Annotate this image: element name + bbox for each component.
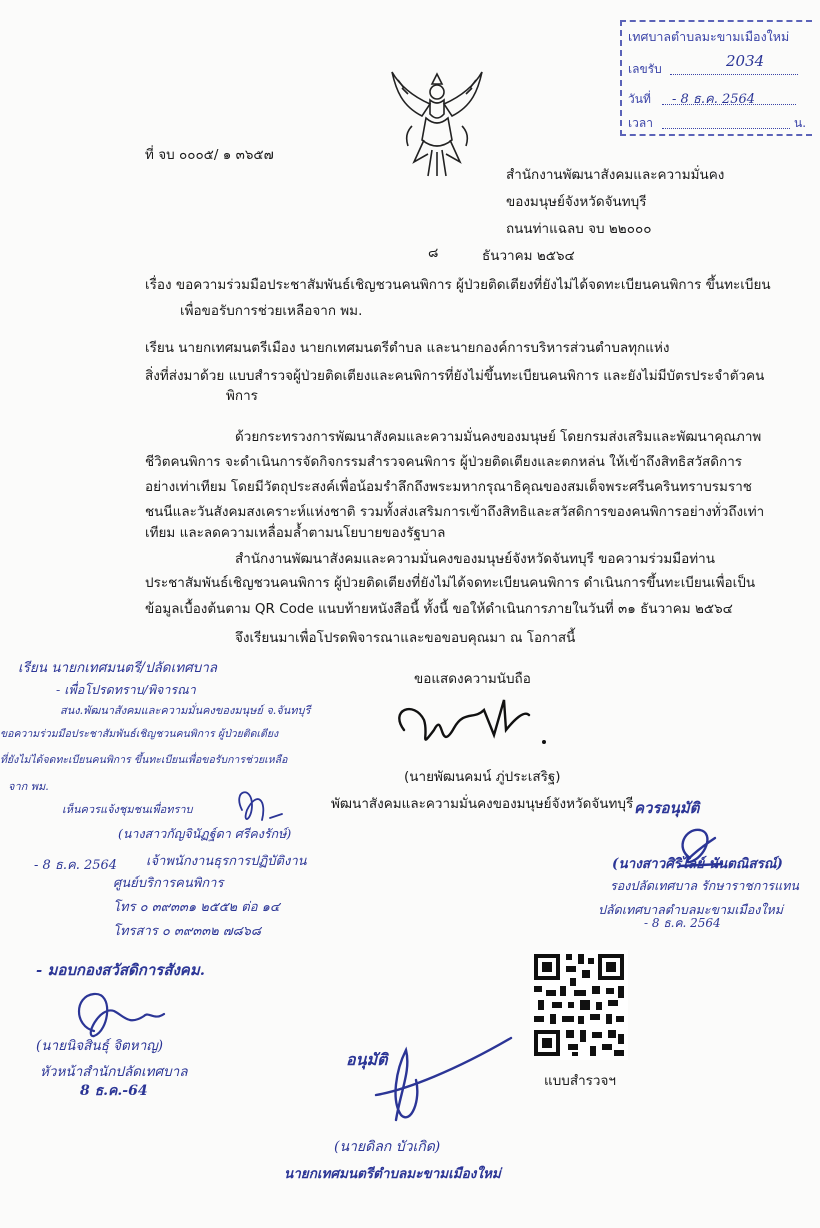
approve-note: อนุมัติ — [346, 1050, 388, 1069]
staff-date: - 8 ธ.ค. 2564 — [34, 858, 118, 873]
handnote-line-2: - เพื่อโปรดทราบ/พิจารณา — [56, 682, 196, 697]
mayor-position: นายกเทศมนตรีตำบลมะขามเมืองใหม่ — [284, 1166, 501, 1182]
para2-line-3: ข้อมูลเบื้องต้นตาม QR Code แนบท้ายหนังสือนี้ ทั้งนี้ ขอให้ดำเนินการภายในวันที่ ๓๑ ธันวาคม ๒๕๖๔ — [145, 601, 733, 617]
handnote-line-4: ขอความร่วมมือประชาสัมพันธ์เชิญชวนคนพิการ ผู้ป่วยติดเตียง — [0, 728, 279, 740]
sender-line-3: ถนนท่าแฉลบ จบ ๒๒๐๐๐ — [506, 221, 652, 237]
handnote-line-6: จาก พม. — [8, 780, 49, 793]
para1-line-5: เทียม และลดความเหลื่อมล้ำตามนโยบายของรัฐบาล — [145, 525, 446, 541]
deputy-name: (นางสาวศิริไลย์ นันตณิสรณ์) — [612, 856, 783, 872]
stamp-date-label: วันที่ — [628, 92, 651, 106]
stamp-time-suffix: น. — [794, 116, 807, 130]
enclosure-line-1: สิ่งที่ส่งมาด้วย แบบสำรวจผู้ป่วยติดเตียงและคนพิการที่ยังไม่ขึ้นทะเบียนคนพิการ และยังไม่มีบัตรประจำตัวคน — [145, 368, 765, 384]
staff-fax: โทรสาร ๐ ๓๙๓๓๒ ๗๘๖๘ — [113, 924, 261, 939]
handnote-line-7: เห็นควรแจ้งชุมชนเพื่อทราบ — [62, 803, 193, 816]
signer-name: (นายพัฒนคมน์ ภู่ประเสริฐ) — [404, 769, 561, 785]
para1-line-3: อย่างเท่าเทียม โดยมีวัตถุประสงค์เพื่อน้อมรำลึกถึงพระมหากรุณาธิคุณของสมเด็จพระศรีนครินทราบรมราช — [145, 479, 752, 495]
deputy-position-2: ปลัดเทศบาลตำบลมะขามเมืองใหม่ — [598, 902, 783, 917]
date-day: ๘ — [428, 245, 439, 261]
handnote-line-1: เรียน นายกเทศมนตรี/ปลัดเทศบาล — [18, 660, 218, 676]
staff-unit: ศูนย์บริการคนพิการ — [113, 876, 224, 891]
closing: ขอแสดงความนับถือ — [414, 671, 531, 687]
para3: จึงเรียนมาเพื่อโปรดพิจารณาและขอขอบคุณมา ณ โอกาสนี้ — [235, 630, 576, 646]
signer-position: พัฒนาสังคมและความมั่นคงของมนุษย์จังหวัดจันทบุรี — [331, 796, 634, 812]
staff-phone: โทร ๐ ๓๙๓๓๑ ๒๕๕๒ ต่อ ๑๔ — [113, 900, 280, 915]
staff-name: (นางสาวกัญจินัฏฐ์ดา ศรีคงรักษ์) — [118, 826, 292, 841]
office-head-name: (นายนิจสินธุ์ จิตหาญ) — [36, 1038, 164, 1054]
sender-line-2: ของมนุษย์จังหวัดจันทบุรี — [506, 194, 647, 210]
deputy-note: ควรอนุมัติ — [634, 799, 700, 817]
stamp-time-label: เวลา — [628, 116, 653, 130]
signature-mayor-icon — [366, 1020, 516, 1130]
date-month-year: ธันวาคม ๒๕๖๔ — [482, 248, 575, 264]
qr-code-icon — [530, 950, 628, 1060]
document-number: ที่ จบ ๐๐๐๕/ ๑ ๓๖๕๗ — [145, 147, 274, 163]
para1-line-2: ชีวิตคนพิการ จะดำเนินการจัดกิจกรรมสำรวจคนพิการ ผู้ป่วยติดเตียงและตกหล่น ให้เข้าถึงสิทธิสวัสดิการ — [145, 454, 743, 470]
sender-line-1: สำนักงานพัฒนาสังคมและความมั่นคง — [506, 167, 725, 183]
stamp-number-value: 2034 — [726, 52, 765, 70]
receive-stamp — [620, 20, 812, 136]
para2-line-1: สำนักงานพัฒนาสังคมและความมั่นคงของมนุษย์จังหวัดจันทบุรี ขอความร่วมมือท่าน — [235, 551, 715, 567]
office-head-position: หัวหน้าสำนักปลัดเทศบาล — [40, 1064, 188, 1080]
qr-caption: แบบสำรวจฯ — [544, 1073, 616, 1089]
deputy-position-1: รองปลัดเทศบาล รักษาราชการแทน — [610, 878, 799, 893]
handnote-line-3: สนง.พัฒนาสังคมและความมั่นคงของมนุษย์ จ.จันทบุรี — [60, 704, 311, 717]
signature-main-icon — [384, 680, 554, 760]
subject-line-1: เรื่อง ขอความร่วมมือประชาสัมพันธ์เชิญชวนคนพิการ ผู้ป่วยติดเตียงที่ยังไม่ได้จดทะเบียนคนพิการ ขึ้นทะเบียน — [145, 277, 771, 293]
enclosure-line-2: พิการ — [226, 388, 258, 404]
mayor-name: (นายดิลก บัวเกิด) — [334, 1139, 441, 1155]
office-head-date: 8 ธ.ค.-64 — [80, 1083, 148, 1099]
deputy-date: - 8 ธ.ค. 2564 — [644, 916, 721, 930]
stamp-date-value: - 8 ธ.ค. 2564 — [672, 92, 756, 107]
para2-line-2: ประชาสัมพันธ์เชิญชวนคนพิการ ผู้ป่วยติดเตียงที่ยังไม่ได้จดทะเบียนคนพิการ ดำเนินการขึ้นทะเบียนเพื่อเป็น — [145, 575, 756, 591]
signature-staff-icon — [222, 780, 292, 830]
handnote-line-5: ที่ยังไม่ได้จดทะเบียนคนพิการ ขึ้นทะเบียนเพื่อขอรับการช่วยเหลือ — [0, 754, 288, 766]
subject-line-2: เพื่อขอรับการช่วยเหลือจาก พม. — [180, 303, 363, 319]
staff-position: เจ้าพนักงานธุรการปฏิบัติงาน — [146, 854, 307, 869]
stamp-number-label: เลขรับ — [628, 62, 662, 76]
garuda-emblem-icon — [382, 66, 492, 182]
stamp-office: เทศบาลตำบลมะขามเมืองใหม่ — [628, 29, 790, 44]
assign-note: - มอบกองสวัสดิการสังคม. — [36, 961, 205, 979]
para1-line-4: ชนนีและวันสังคมสงเคราะห์แห่งชาติ รวมทั้งส่งเสริมการเข้าถึงสิทธิและสวัสดิการของคนพิการอย่างทั่วถึงเท่า — [145, 504, 765, 520]
para1-line-1: ด้วยกระทรวงการพัฒนาสังคมและความมั่นคงของมนุษย์ โดยกรมส่งเสริมและพัฒนาคุณภาพ — [235, 429, 762, 445]
recipient: เรียน นายกเทศมนตรีเมือง นายกเทศมนตรีตำบล และนายกองค์การบริหารส่วนตำบลทุกแห่ง — [145, 340, 670, 356]
